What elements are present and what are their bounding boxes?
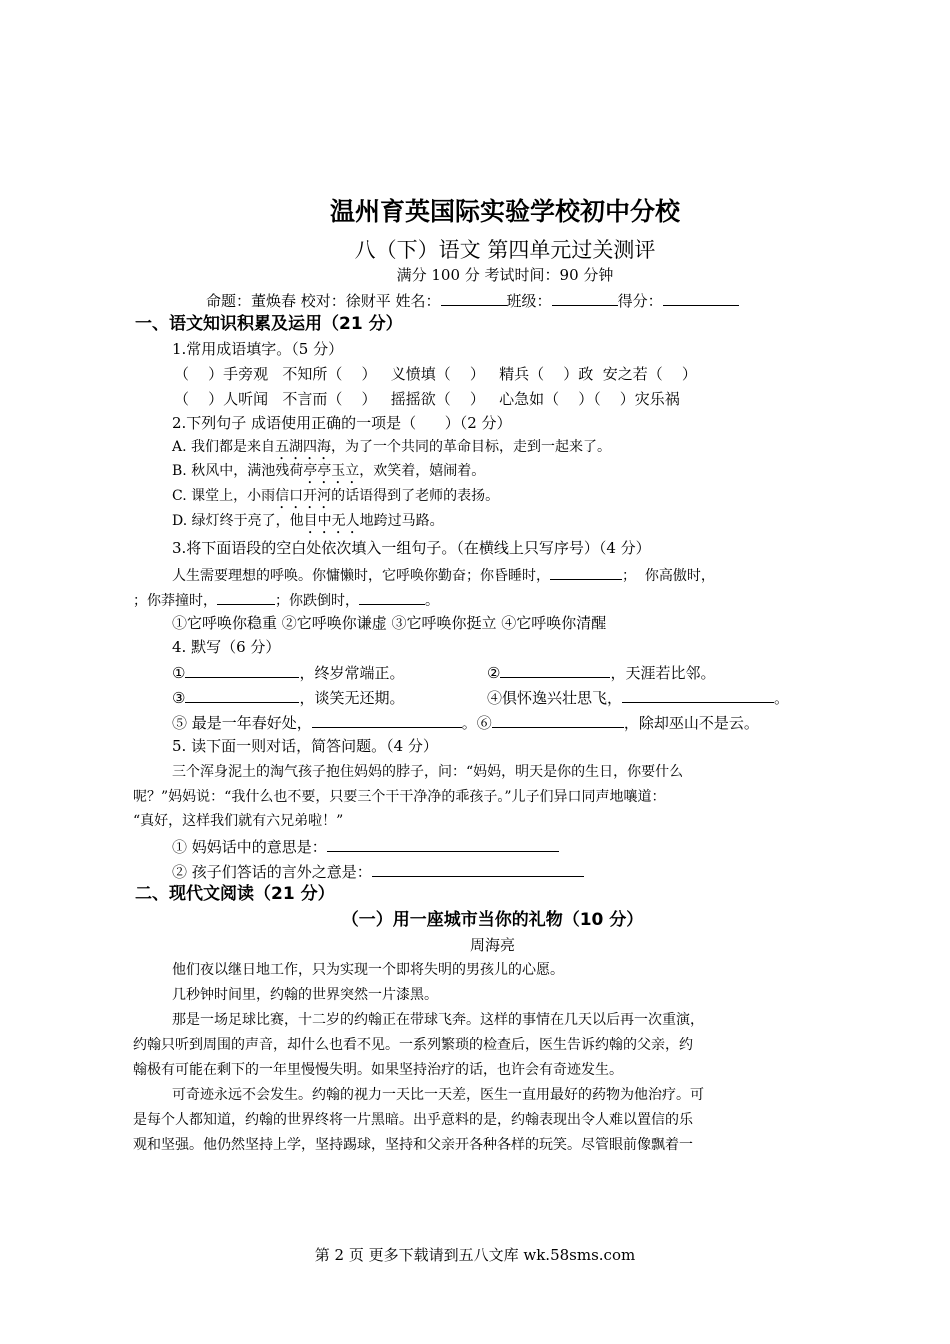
- q4-blank-5[interactable]: [312, 712, 462, 728]
- q4-blank-1[interactable]: [185, 662, 299, 678]
- q3-text-1: 人生需要理想的呼唤。你慵懒时，它呼唤你勤奋；你昏睡时，: [172, 568, 550, 584]
- authors-label: 命题：董焕春 校对：徐财平 姓名：: [206, 292, 441, 310]
- q2-option-b: [172, 461, 485, 487]
- article-paragraph-4-cont: 是每个人都知道，约翰的世界终将一片黑暗。出乎意料的是，约翰表现出令人难以置信的乐: [133, 1112, 693, 1128]
- q3-stem: 3.将下面语段的空白处依次填入一组句子。（在横线上只写序号）（4 分）: [172, 539, 651, 557]
- q5-answer-2-label: ② 孩子们答话的言外之意是：: [172, 863, 372, 881]
- q1-row2: （ ）人听闻 不言而（ ） 摇摇欲（ ） 心急如（ ）（ ）灾乐祸: [174, 390, 680, 408]
- q5-passage-3: “真好，这样我们就有六兄弟啦！”: [133, 813, 344, 829]
- article-paragraph-1: 他们夜以继日地工作，只为实现一个即将失明的男孩儿的心愿。: [172, 962, 564, 978]
- exam-title: 八（下）语文 第四单元过关测评: [354, 238, 656, 262]
- q3-blank-3[interactable]: [359, 589, 425, 605]
- q4-text-6: ，除却巫山不是云。: [623, 714, 759, 732]
- article-paragraph-3-end: 翰极有可能在剩下的一年里慢慢失明。如果坚持治疗的话，也许会有奇迹发生。: [133, 1062, 623, 1078]
- q4-text-4-end: 。: [774, 689, 790, 707]
- q1-row1: （ ）手旁观 不知所（ ） 义愤填（ ） 精兵（ ）政 安之若（ ）: [174, 365, 697, 383]
- score-label: 得分：: [617, 292, 663, 310]
- q5-stem: 5. 读下面一则对话，简答问题。（4 分）: [172, 737, 438, 755]
- option-d-rest: 地跨过马路。: [359, 513, 444, 529]
- q4-text-3: ，谈笑无还期。: [299, 689, 405, 707]
- q4-text-5: ⑤ 最是一年春好处，: [172, 714, 312, 732]
- q3-options: ①它呼唤你稳重 ②它呼唤你谦虚 ③它呼唤你挺立 ④它呼唤你清醒: [172, 614, 607, 632]
- option-a-rest: ，为了一个共同的革命目标，走到一起来了。: [331, 439, 612, 455]
- score-time: 满分 100 分 考试时间：90 分钟: [396, 266, 614, 284]
- option-d-text: D. 绿灯终于亮了，他: [172, 513, 304, 529]
- option-c-text: C. 课堂上，小雨: [172, 488, 276, 504]
- q4-item-4: [487, 687, 789, 708]
- q5-answer-1-blank[interactable]: [327, 836, 559, 852]
- q4-blank-6[interactable]: [492, 712, 624, 728]
- q4-item-1: [172, 662, 404, 683]
- option-a-text: A. 我们都是来自: [172, 439, 276, 455]
- option-c-rest: 的话语得到了老师的表扬。: [331, 488, 500, 504]
- school-title: 温州育英国际实验学校初中分校: [329, 197, 680, 226]
- q4-blank-4[interactable]: [622, 687, 774, 703]
- q5-answer-2-blank[interactable]: [372, 861, 584, 877]
- q1-stem: 1.常用成语填字。（5 分）: [172, 340, 344, 358]
- q4-text-4: ④俱怀逸兴壮思飞，: [487, 689, 623, 707]
- q3-passage-2: [133, 589, 439, 611]
- q4-num-2: ②: [487, 664, 501, 682]
- option-b-idiom: 亭亭玉立: [303, 463, 360, 479]
- q5-answer-1: [172, 836, 559, 857]
- article-paragraph-3: 那是一场足球比赛，十二岁的约翰正在带球飞奔。这样的事情在几天以后再一次重演，: [172, 1012, 704, 1028]
- q2-stem: 2.下列句子 成语使用正确的一项是（ ）（2 分）: [172, 414, 512, 432]
- q3-blank-2[interactable]: [217, 589, 275, 605]
- article-paragraph-2: 几秒钟时间里，约翰的世界突然一片漆黑。: [172, 987, 438, 1003]
- class-blank[interactable]: [552, 290, 618, 306]
- section2-heading: 二、现代文阅读（21 分）: [135, 884, 335, 904]
- article-author: 周海亮: [469, 936, 515, 954]
- article-paragraph-4-more: 观和坚强。他仍然坚持上学，坚持踢球，坚持和父亲开各种各样的玩笑。尽管眼前像飘着一: [133, 1137, 693, 1153]
- page-footer: 第 2 页 更多下载请到五八文库 wk.58sms.com: [314, 1246, 636, 1264]
- article-paragraph-4: 可奇迹永远不会发生。约翰的视力一天比一天差，医生一直用最好的药物为他治疗。可: [172, 1087, 704, 1103]
- option-d-idiom: 目中无人: [303, 513, 360, 529]
- q3-text-2: ； 你高傲时，: [622, 568, 715, 584]
- q4-stem: 4. 默写（6 分）: [172, 638, 281, 656]
- q3-blank-1[interactable]: [550, 564, 622, 580]
- q4-num-3: ③: [172, 689, 186, 707]
- q3-text-5: 。: [425, 593, 439, 609]
- q5-answer-2: [172, 861, 584, 882]
- score-blank[interactable]: [663, 290, 739, 306]
- article-paragraph-3-cont: 约翰只听到周围的声音，却什么也看不见。一系列繁琐的检查后，医生告诉约翰的父亲，约: [133, 1037, 693, 1053]
- q5-answer-1-label: ① 妈妈话中的意思是：: [172, 838, 327, 856]
- q4-text-5-end: 。: [461, 714, 477, 732]
- q4-num-1: ①: [172, 664, 186, 682]
- class-label: 班级：: [506, 292, 552, 310]
- q2-option-a: [172, 437, 611, 463]
- q4-text-2: ，天涯若比邻。: [610, 664, 716, 682]
- q3-text-4: ；你跌倒时，: [275, 593, 359, 609]
- q3-passage-1: [172, 564, 715, 586]
- q2-option-c: [172, 486, 499, 512]
- name-blank[interactable]: [441, 290, 507, 306]
- option-b-text: B. 秋风中，满池残荷: [172, 463, 304, 479]
- q4-item-2: [487, 662, 715, 683]
- q4-item-5-6: [172, 712, 759, 733]
- q4-num-6: ⑥: [476, 714, 492, 732]
- section1-heading: 一、语文知识积累及运用（21 分）: [135, 314, 403, 334]
- q3-text-3: ；你莽撞时，: [133, 593, 217, 609]
- option-a-idiom: 五湖四海: [275, 439, 332, 455]
- q4-blank-2[interactable]: [500, 662, 610, 678]
- author-line: [206, 290, 739, 311]
- q5-passage-2: 呢？”妈妈说：“我什么也不要，只要三个干干净净的乖孩子。”儿子们异口同声地嚷道：: [133, 789, 666, 805]
- q2-option-d: [172, 511, 444, 537]
- q5-passage-1: 三个浑身泥土的淘气孩子抱住妈妈的脖子，问：“妈妈，明天是你的生日，你要什么: [172, 764, 684, 780]
- option-c-idiom: 信口开河: [275, 488, 332, 504]
- article-title: （一）用一座城市当你的礼物（10 分）: [341, 910, 644, 930]
- q4-blank-3[interactable]: [185, 687, 299, 703]
- q4-item-3: [172, 687, 404, 708]
- option-b-rest: ，欢笑着，嬉闹着。: [359, 463, 486, 479]
- q4-text-1: ，终岁常端正。: [299, 664, 405, 682]
